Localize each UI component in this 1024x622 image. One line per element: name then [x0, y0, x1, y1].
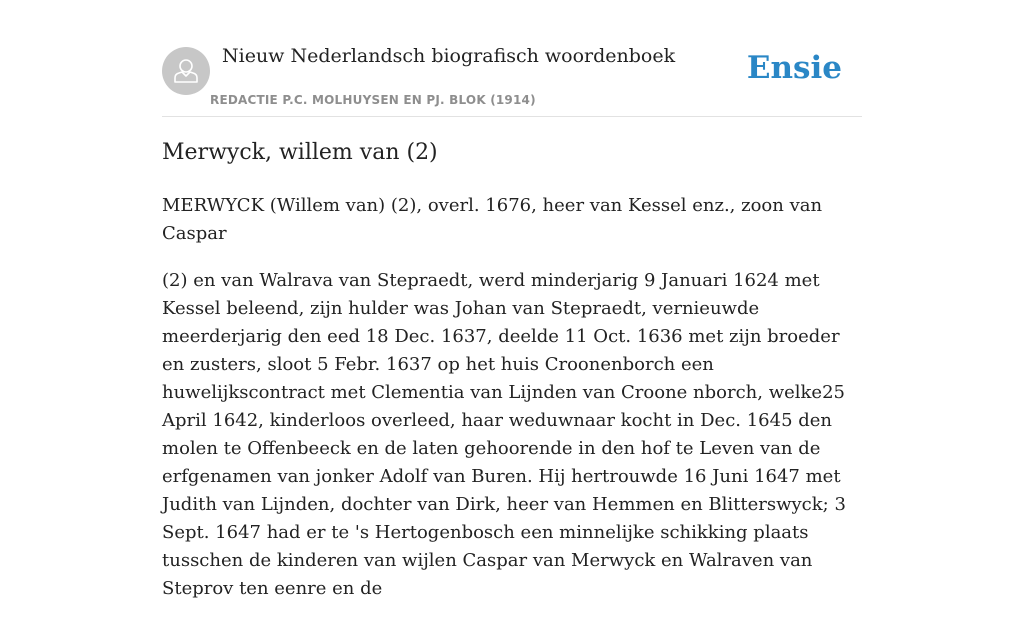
entry-paragraph: (2) en van Walrava van Stepraedt, werd minderjarig 9 Januari 1624 met Kessel beleend, zijn hulder was Johan van Stepraedt, vernieuwde meerderjarig den eed 18 Dec. 1637, deelde 11 Oct. 1636 met zijn broeder en zusters, sloot 5 Febr. 1637 op het huis Croonenborch een huwelijkscontract met Clementia van Lijnden van Croone nborch, welke25 April 1642, kinderloos overleed, haar weduwnaar kocht in Dec. 1645 den molen te Offenbeeck en de laten gehoorende in den hof te Leven van de erfgenamen van jonker Adolf van Buren. Hij hertrouwde 16 Juni 1647 met Judith van Lijnden, dochter van Dirk, heer van Hemmen en Blitterswyck; 3 Sept. 1647 had er te 's Hertogenbosch een minnelijke schikking plaats tusschen de kinderen van wijlen Caspar van Merwyck en Walraven van Steprov ten eenre en de: [162, 270, 846, 599]
entry-body: [162, 192, 862, 622]
ensie-logo[interactable]: Ensie: [746, 50, 842, 86]
source-subtitle: REDACTIE P.C. MOLHUYSEN EN PJ. BLOK (1914): [210, 93, 536, 107]
entry-paragraph: MERWYCK (Willem van) (2), overl. 1676, heer van Kessel enz., zoon van Caspar: [162, 195, 823, 244]
user-avatar-icon[interactable]: [162, 47, 210, 95]
source-title[interactable]: Nieuw Nederlandsch biografisch woordenboek: [222, 45, 676, 67]
source-header: [162, 0, 862, 117]
entry-title: Merwyck, willem van (2): [162, 140, 438, 165]
